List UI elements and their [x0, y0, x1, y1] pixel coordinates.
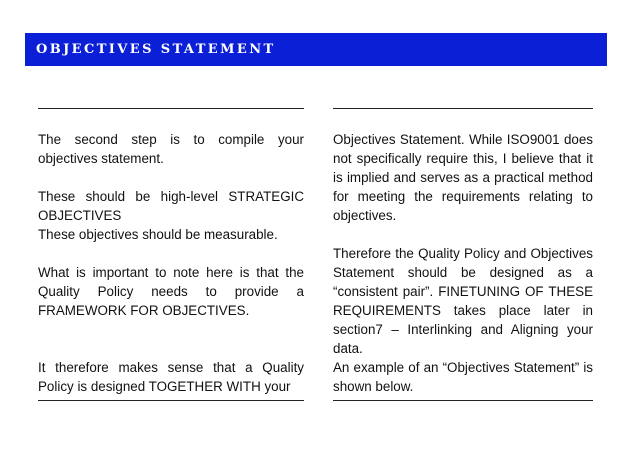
right-paragraph-1: Objectives Statement. While ISO9001 does not specifically require this, I believe that it is implied and serves as a practical method for meeting the requirements relating to objectives. [333, 132, 593, 223]
right-paragraph-3: An example of an “Objectives Statement” is shown below. [333, 360, 593, 394]
left-column [38, 95, 304, 402]
left-paragraph-1: The second step is to compile your objectives statement. [38, 132, 304, 166]
left-paragraph-5: It therefore makes sense that a Quality Policy is designed TOGETHER WITH your [38, 360, 304, 394]
right-top-rule [333, 108, 593, 110]
left-bottom-rule [38, 400, 304, 402]
right-column [333, 95, 593, 402]
left-paragraph-4: What is important to note here is that the Quality Policy needs to provide a FRAMEWORK FOR OBJECTIVES. [38, 265, 304, 318]
left-paragraph-3: These objectives should be measurable. [38, 227, 278, 242]
left-paragraph-2: These should be high-level STRATEGIC OBJECTIVES [38, 189, 304, 223]
title-banner [25, 33, 607, 66]
right-paragraph-2: Therefore the Quality Policy and Objectives Statement should be designed as a “consistent pair”. FINETUNING OF THESE REQUIREMENTS takes place later in section7 – Interlinking and Aligning your data. [333, 246, 593, 356]
right-bottom-rule [333, 400, 593, 402]
banner-title: OBJECTIVES STATEMENT [36, 42, 276, 57]
left-top-rule [38, 108, 304, 110]
